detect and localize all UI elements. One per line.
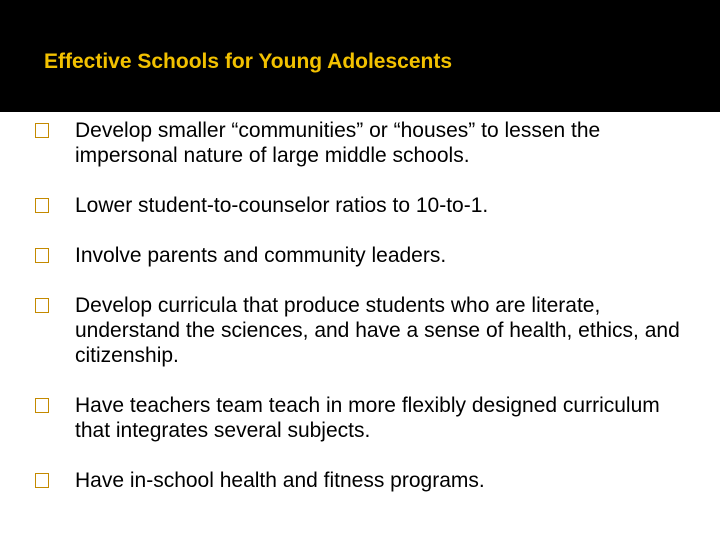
list-item: [33, 193, 693, 218]
box-icon: [35, 123, 49, 138]
bullet-text: Lower student-to-counselor ratios to 10-to-1.: [75, 194, 489, 217]
bullet-text: Have teachers team teach in more flexibly designed curriculum that integrates several subjects.: [75, 394, 660, 442]
box-icon: [35, 248, 49, 263]
list-item: [33, 393, 693, 443]
bullet-text: Develop curricula that produce students who are literate, understand the sciences, and have a sense of health, ethics, and citizenship.: [75, 294, 680, 367]
title-bar: [0, 0, 720, 112]
box-icon: [35, 398, 49, 413]
list-item: [33, 468, 693, 493]
list-item: [33, 118, 693, 168]
bullet-text: Have in-school health and fitness programs.: [75, 469, 485, 492]
bullet-text: Involve parents and community leaders.: [75, 244, 447, 267]
slide-title: Effective Schools for Young Adolescents: [44, 50, 453, 73]
box-icon: [35, 198, 49, 213]
bullet-text: Develop smaller “communities” or “houses” to lessen the impersonal nature of large middle schools.: [75, 119, 601, 167]
bullet-list: [33, 118, 693, 518]
list-item: [33, 243, 693, 268]
box-icon: [35, 473, 49, 488]
list-item: [33, 293, 693, 368]
box-icon: [35, 298, 49, 313]
